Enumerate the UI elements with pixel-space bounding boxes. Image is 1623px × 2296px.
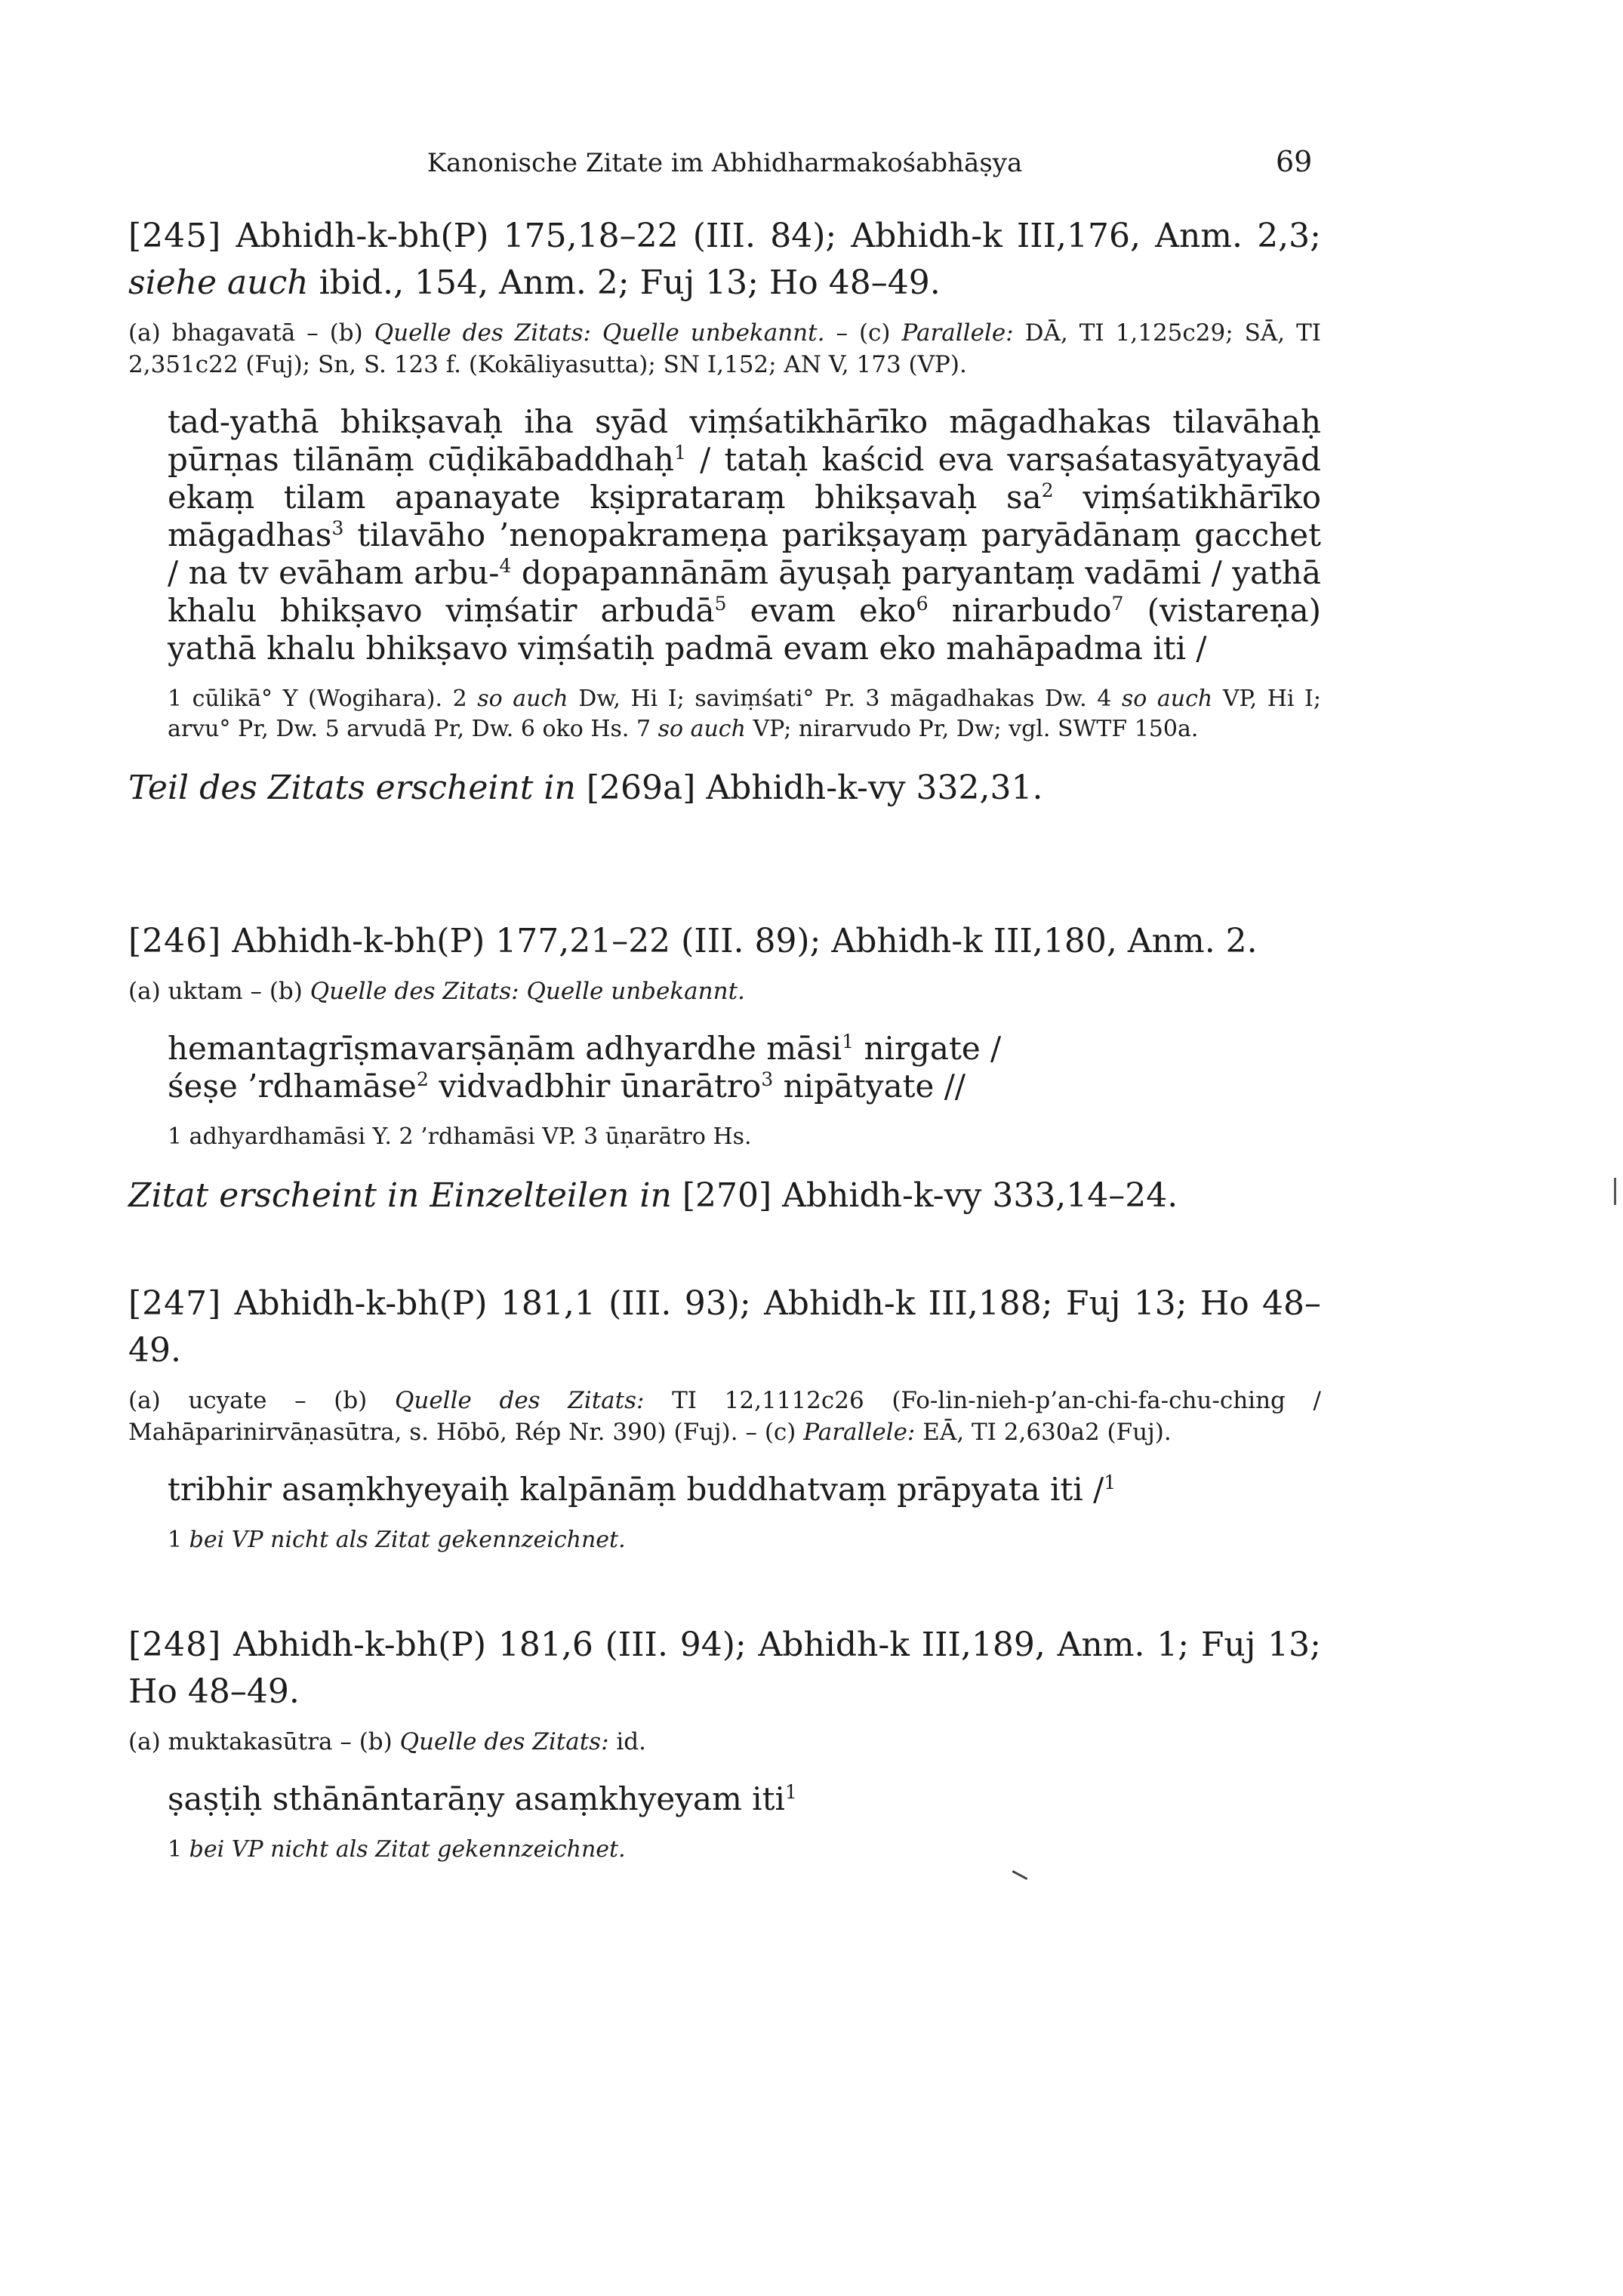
- sanskrit-quotation: tribhir asaṃkhyeyaiḥ kalpānāṃ buddhatvaṃ prāpyata iti /$^1$: [168, 1471, 1116, 1508]
- running-head: Kanonische Zitate im Abhidharmakośabhāṣya: [427, 148, 1023, 178]
- margin-mark: [1614, 1178, 1616, 1205]
- entry-metadata: (a) ucyate – (b) Quelle des Zitats: TI 12,1112c26 (Fo-lin-nieh-p’an-chi-fa-chu-ching / Mahāparinirvāṇasūtra, s. Hōbō, Rép Nr. 390) (Fuj). – (c) Parallele: EĀ, TI 2,630a2 (Fuj).: [128, 1387, 1321, 1446]
- sanskrit-verse: [128, 1030, 1321, 1105]
- footnotes: 1 adhyardhamāsi Y. 2 ’rdhamāsi VP. 3 ūṇarātro Hs.: [168, 1123, 752, 1150]
- sanskrit-quotation: ṣaṣṭiḥ sthānāntarāṇy asaṃkhyeyam iti$^1$: [168, 1780, 797, 1817]
- entry-246: [128, 918, 1321, 1219]
- stray-mark: [1012, 1870, 1028, 1880]
- footnotes: 1 bei VP nicht als Zitat gekennzeichnet.: [168, 1527, 626, 1553]
- footnotes: 1 cūlikā° Y (Wogihara). 2 so auch Dw, Hi I; saviṃśati° Pr. 3 māgadhakas Dw. 4 so auch VP, Hi I; arvu° Pr, Dw. 5 arvudā Pr, Dw. 6 oko Hs. 7 so auch VP; nirarvudo Pr, Dw; vgl. SWTF 150a.: [168, 686, 1321, 742]
- verse-line: śeṣe ’rdhamāse$^2$ vidvadbhir ūnarātro$^3$ nipātyate //: [168, 1068, 966, 1105]
- entry-metadata: (a) muktakasūtra – (b) Quelle des Zitats: id.: [128, 1728, 647, 1755]
- entry-heading: [245] Abhidh-k-bh(P) 175,18–22 (III. 84); Abhidh-k III,176, Anm. 2,3; siehe auch ibid., 154, Anm. 2; Fuj 13; Ho 48–49.: [128, 217, 1321, 302]
- entry-heading: [248] Abhidh-k-bh(P) 181,6 (III. 94); Abhidh-k III,189, Anm. 1; Fuj 13; Ho 48–49.: [128, 1626, 1321, 1711]
- entry-247: [128, 1281, 1321, 1555]
- cross-reference: Teil des Zitats erscheint in [269a] Abhidh-k-vy 332,31.: [128, 769, 1043, 807]
- entry-245: [128, 213, 1321, 811]
- entry-heading: [247] Abhidh-k-bh(P) 181,1 (III. 93); Abhidh-k III,188; Fuj 13; Ho 48–49.: [128, 1284, 1321, 1370]
- entry-metadata: (a) uktam – (b) Quelle des Zitats: Quelle unbekannt.: [128, 978, 745, 1005]
- entry-metadata: (a) bhagavatā – (b) Quelle des Zitats: Quelle unbekannt. – (c) Parallele: DĀ, TI 1,125c29; SĀ, TI 2,351c22 (Fuj); Sn, S. 123 f. (Kokāliyasutta); SN I,152; AN V, 173 (VP).: [128, 319, 1322, 378]
- footnotes: 1 bei VP nicht als Zitat gekennzeichnet.: [168, 1836, 626, 1863]
- cross-reference: Zitat erscheint in Einzelteilen in [270] Abhidh-k-vy 333,14–24.: [128, 1176, 1178, 1215]
- entry-heading: [246] Abhidh-k-bh(P) 177,21–22 (III. 89); Abhidh-k III,180, Anm. 2.: [128, 922, 1258, 960]
- page-number: 69: [1276, 145, 1313, 178]
- sanskrit-quotation: tad-yathā bhikṣavaḥ iha syād viṃśatikhārīko māgadhakas tilavāhaḥ pūrṇas tilānāṃ cūḍikābaddhaḥ$^1$ / tataḥ kaścid eva varṣaśatasyātyayād ekaṃ tilam apanayate kṣiprataraṃ bhikṣavaḥ $sa^2$ viṃśatikhārīko māgadhas$^3$ tilavāho ’nenopakrameṇa parikṣayaṃ paryādānaṃ gacchet / na tv evāham arbu-$^4$ dopapannānām āyuṣaḥ paryantaṃ vadāmi / yathā khalu bhikṣavo viṃśatir arbudā$^5$ evam eko$^6$ nirarbudo$^7$ (vistareṇa) yathā khalu bhikṣavo viṃśatiḥ padmā evam eko mahāpadma iti /: [168, 403, 1322, 667]
- entry-248: [128, 1622, 1321, 1865]
- verse-line: hemantagrīṣmavarṣāṇām adhyardhe māsi$^1$ nirgate /: [168, 1030, 1002, 1067]
